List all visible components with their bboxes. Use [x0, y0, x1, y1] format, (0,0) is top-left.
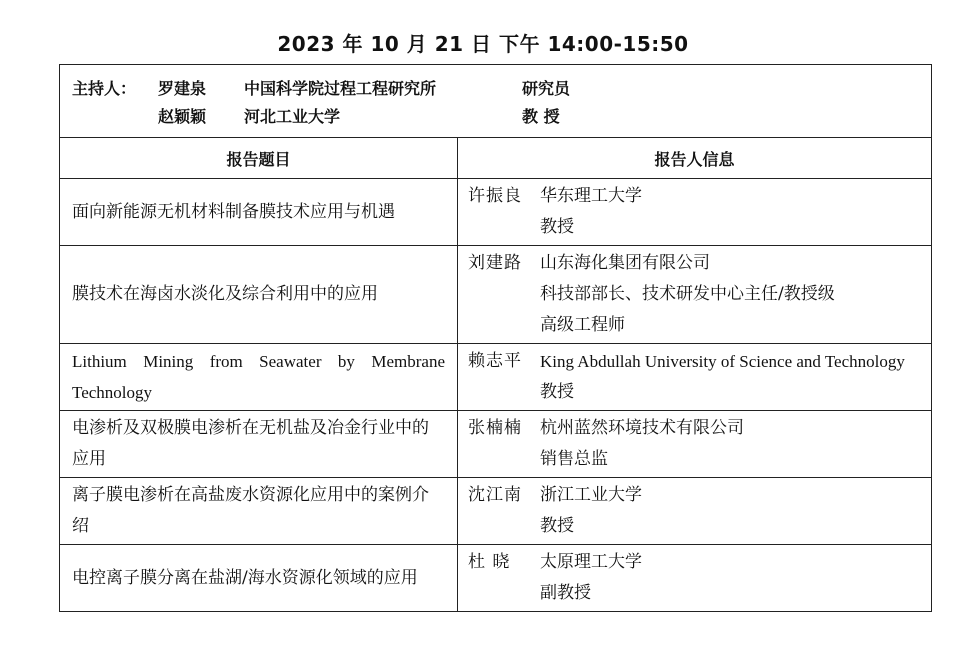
host-line [72, 101, 919, 129]
host-line [72, 73, 919, 101]
speaker-name: 杜 晓 [468, 552, 511, 572]
affiliation-line: 山东海化集团有限公司 [540, 253, 710, 273]
column-header-topic: 报告题目 [60, 138, 458, 179]
table-row [60, 179, 932, 246]
speaker-name: 赖志平 [468, 351, 522, 371]
table-row [60, 344, 932, 411]
affiliation-line: 高级工程师 [540, 315, 625, 335]
speaker-info [458, 246, 932, 344]
speaker-name: 刘建路 [468, 253, 522, 273]
header-row [60, 138, 932, 179]
affiliation-line: 太原理工大学 [540, 552, 642, 572]
affiliation-line: 教授 [540, 217, 574, 237]
host-title: 教 授 [522, 106, 560, 126]
affiliation-line: 杭州蓝然环境技术有限公司 [540, 418, 744, 438]
speaker-name: 许振良 [468, 186, 522, 206]
table-row [60, 545, 932, 612]
affiliation-line: 教授 [540, 516, 574, 536]
affiliation-line: 教授 [540, 382, 574, 402]
report-topic: 面向新能源无机材料制备膜技术应用与机遇 [60, 179, 458, 246]
schedule-table [59, 64, 932, 612]
table-row [60, 411, 932, 478]
affiliation-line: 浙江工业大学 [540, 485, 642, 505]
speaker-info [458, 545, 932, 612]
affiliation-line: King Abdullah University of Science and Technology [540, 352, 905, 371]
affiliation-line: 科技部部长、技术研发中心主任/教授级 [540, 284, 835, 304]
hosts-cell [60, 65, 932, 138]
affiliation-line: 华东理工大学 [540, 186, 642, 206]
speaker-info [458, 179, 932, 246]
report-topic: 膜技术在海卤水淡化及综合利用中的应用 [60, 246, 458, 344]
speaker-name: 张楠楠 [468, 418, 522, 438]
host-label: 主持人： [72, 78, 137, 98]
host-name: 罗建泉 [158, 78, 207, 98]
table-row [60, 246, 932, 344]
speaker-info [458, 478, 932, 545]
report-topic: 电渗析及双极膜电渗析在无机盐及冶金行业中的应用 [60, 411, 458, 478]
host-title: 研究员 [522, 78, 571, 98]
report-topic: 电控离子膜分离在盐湖/海水资源化领域的应用 [60, 545, 458, 612]
host-name: 赵颖颖 [158, 106, 207, 126]
affiliation-line: 销售总监 [540, 449, 608, 469]
column-header-info: 报告人信息 [458, 138, 932, 179]
speaker-info [458, 344, 932, 411]
hosts-row [60, 65, 932, 138]
affiliation-line: 副教授 [540, 583, 591, 603]
host-org: 河北工业大学 [244, 106, 341, 126]
speaker-info [458, 411, 932, 478]
table-row [60, 478, 932, 545]
report-topic: Lithium Mining from Seawater by Membrane Technology [60, 344, 458, 411]
report-topic: 离子膜电渗析在高盐废水资源化应用中的案例介绍 [60, 478, 458, 545]
host-org: 中国科学院过程工程研究所 [244, 78, 437, 98]
schedule-title: 2023 年 10 月 21 日 下午 14:00-15:50 [277, 32, 689, 56]
speaker-name: 沈江南 [468, 485, 522, 505]
